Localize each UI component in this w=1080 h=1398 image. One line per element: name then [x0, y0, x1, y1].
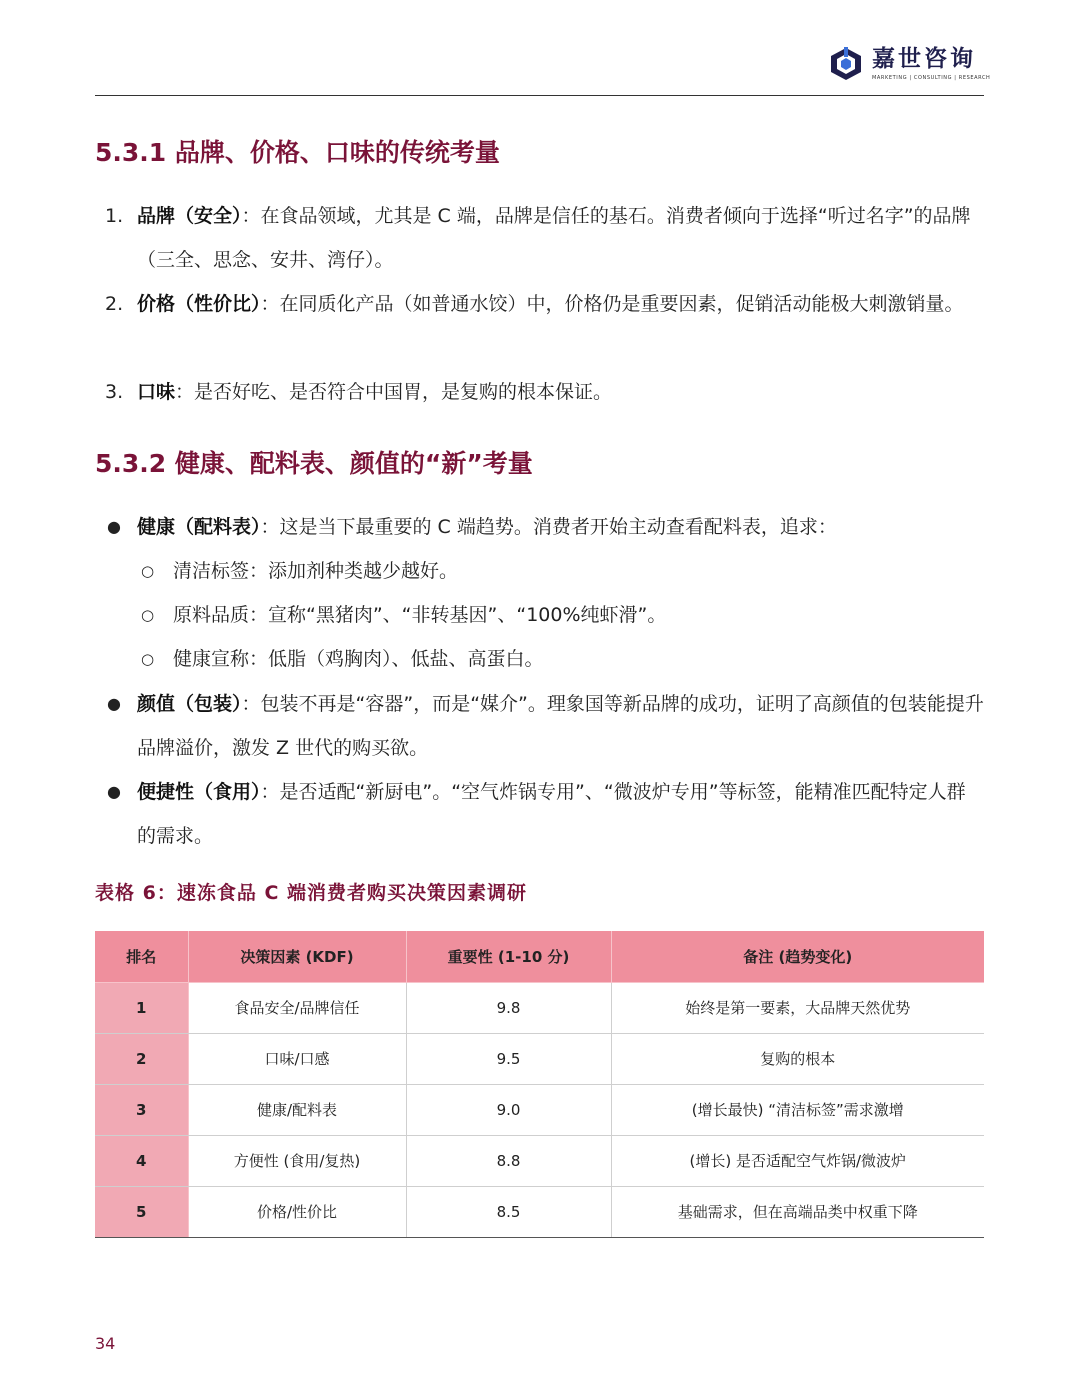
bullet-item — [95, 682, 984, 770]
numbered-item — [95, 282, 984, 326]
brand-tagline: MARKETING | CONSULTING | RESEARCH — [872, 75, 991, 81]
brand-logo — [830, 46, 990, 82]
cell-importance: 9.8 — [406, 982, 611, 1033]
sub-item-text: 原料品质：宣称“黑猪肉”、“非转基因”、“100%纯虾滑”。 — [173, 604, 667, 626]
table-row — [95, 1033, 984, 1084]
cell-factor: 健康/配料表 — [188, 1084, 406, 1135]
cell-rank: 3 — [95, 1084, 188, 1135]
bullet-dot-icon: ● — [107, 517, 121, 536]
sub-item-text: 健康宣称：低脂（鸡胸肉）、低盐、高蛋白。 — [173, 648, 544, 670]
header-note: 备注 (趋势变化) — [611, 931, 984, 982]
cell-rank: 5 — [95, 1186, 188, 1237]
brand-name: 嘉世咨询 — [872, 46, 976, 72]
table-caption: 表格 6：速冻食品 C 端消费者购买决策因素调研 — [95, 882, 528, 904]
bullet-circle-icon: ○ — [141, 562, 155, 580]
sub-item-text: 清洁标签：添加剂种类越少越好。 — [173, 560, 459, 582]
item-text: ：这是当下最重要的 C 端趋势。消费者开始主动查看配料表，追求： — [260, 516, 837, 538]
cell-note: 复购的根本 — [611, 1033, 984, 1084]
section-title-532: 5.3.2 健康、配料表、颜值的“新”考量 — [95, 449, 533, 478]
item-number: 3. — [105, 381, 124, 403]
item-number: 2. — [105, 293, 124, 315]
cell-note: 始终是第一要素，大品牌天然优势 — [611, 982, 984, 1033]
cell-rank: 4 — [95, 1135, 188, 1186]
cell-rank: 2 — [95, 1033, 188, 1084]
cell-factor: 口味/口感 — [188, 1033, 406, 1084]
bullet-dot-icon: ● — [107, 694, 121, 713]
header-factor: 决策因素 (KDF) — [188, 931, 406, 982]
bullet-circle-icon: ○ — [141, 606, 155, 624]
item-number: 1. — [105, 205, 124, 227]
page-number: 34 — [95, 1334, 116, 1353]
item-text: ：在同质化产品（如普通水饺）中，价格仍是重要因素，促销活动能极大刺激销量。 — [260, 293, 964, 315]
section-title-531: 5.3.1 品牌、价格、口味的传统考量 — [95, 138, 500, 167]
table-row — [95, 1084, 984, 1135]
table-row — [95, 982, 984, 1033]
table-row — [95, 1186, 984, 1237]
item-text: ：是否适配“新厨电”。“空气炸锅专用”、“微波炉专用”等标签，能精准匹配特定人群的需求。 — [137, 781, 966, 847]
cell-importance: 8.5 — [406, 1186, 611, 1237]
header-rank: 排名 — [95, 931, 188, 982]
numbered-item — [95, 370, 984, 414]
item-label: 品牌（安全） — [137, 205, 242, 227]
item-label: 价格（性价比） — [137, 293, 261, 315]
bullet-item — [95, 770, 984, 858]
table-header-row — [95, 931, 984, 982]
item-text: ：是否好吃、是否符合中国胃，是复购的根本保证。 — [175, 381, 613, 403]
numbered-item — [95, 194, 984, 282]
sub-bullet-item — [95, 593, 984, 637]
cell-note: 基础需求，但在高端品类中权重下降 — [611, 1186, 984, 1237]
cell-note: (增长最快) “清洁标签”需求激增 — [611, 1084, 984, 1135]
bullet-circle-icon: ○ — [141, 650, 155, 668]
item-text: ：在食品领域，尤其是 C 端，品牌是信任的基石。消费者倾向于选择“听过名字”的品牌（三全、思念、安井、湾仔）。 — [137, 205, 971, 271]
sub-bullet-item — [95, 549, 984, 593]
header-divider — [95, 95, 984, 96]
cell-factor: 价格/性价比 — [188, 1186, 406, 1237]
cell-note: (增长) 是否适配空气炸锅/微波炉 — [611, 1135, 984, 1186]
cell-importance: 9.0 — [406, 1084, 611, 1135]
cell-importance: 9.5 — [406, 1033, 611, 1084]
sub-bullet-item — [95, 637, 984, 681]
cell-rank: 1 — [95, 982, 188, 1033]
bullet-item — [95, 505, 984, 549]
cell-factor: 食品安全/品牌信任 — [188, 982, 406, 1033]
cell-importance: 8.8 — [406, 1135, 611, 1186]
header-importance: 重要性 (1-10 分) — [406, 931, 611, 982]
kdf-table — [95, 931, 984, 1238]
brand-logo-icon — [830, 47, 862, 81]
item-label: 便捷性（食用） — [137, 781, 261, 803]
cell-factor: 方便性 (食用/复热) — [188, 1135, 406, 1186]
bullet-dot-icon: ● — [107, 782, 121, 801]
item-label: 健康（配料表） — [137, 516, 261, 538]
item-text: ：包装不再是“容器”，而是“媒介”。理象国等新品牌的成功，证明了高颜值的包装能提升品牌溢价，激发 Z 世代的购买欲。 — [137, 693, 984, 759]
table-row — [95, 1135, 984, 1186]
item-label: 颜值（包装） — [137, 693, 242, 715]
item-label: 口味 — [137, 381, 176, 403]
